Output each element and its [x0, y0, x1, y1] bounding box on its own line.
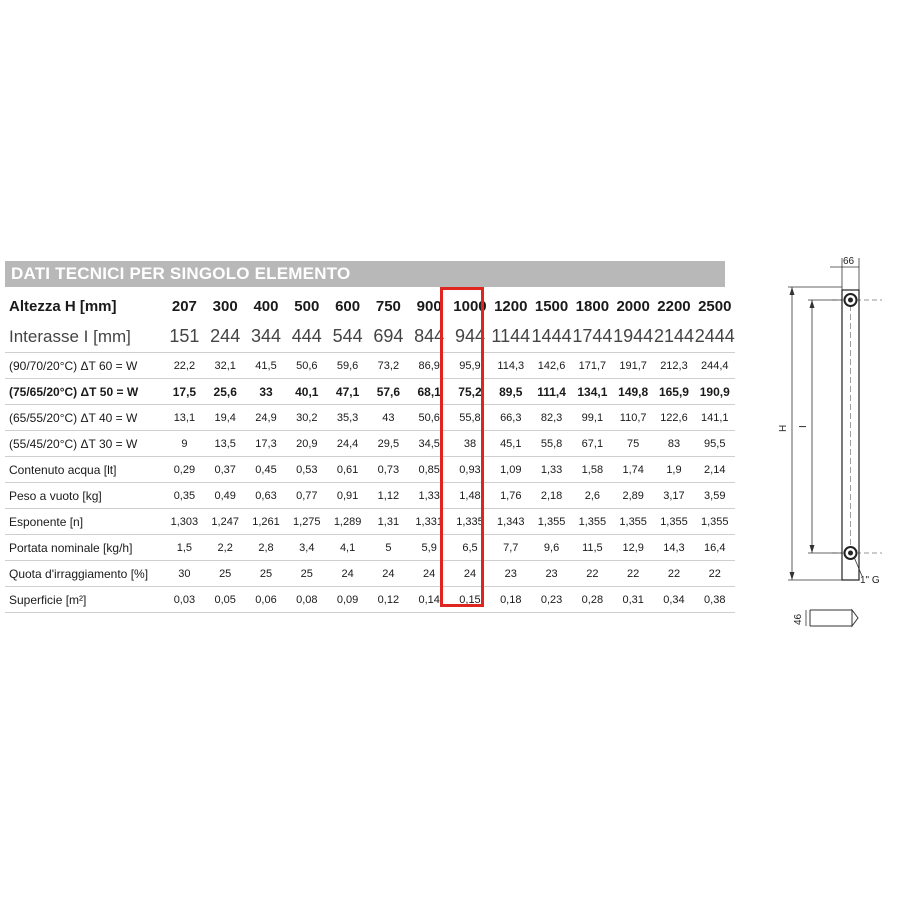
- table-cell: 142,6: [531, 353, 572, 379]
- table-cell: 1,355: [531, 509, 572, 535]
- table-cell: 0,34: [654, 587, 695, 613]
- table-cell: 0,91: [327, 483, 368, 509]
- arrow-icon: [790, 287, 795, 295]
- table-cell: 1144: [491, 326, 531, 346]
- table-cell: 13,5: [205, 431, 246, 457]
- table-cell: 50,6: [409, 405, 450, 431]
- table-cell: 1500: [534, 298, 569, 315]
- table-cell: 400: [253, 298, 279, 315]
- table-cell: 13,1: [164, 405, 205, 431]
- table-cell: 86,9: [409, 353, 450, 379]
- table-cell: 66,3: [490, 405, 531, 431]
- table-cell: 134,1: [572, 379, 613, 405]
- table-cell: 444: [291, 326, 322, 346]
- table-row: [5, 292, 735, 321]
- table-cell: 1,275: [286, 509, 327, 535]
- table-cell: 344: [250, 326, 282, 346]
- table-cell: 1,58: [572, 457, 613, 483]
- table-cell: 149,8: [613, 379, 654, 405]
- dim-width-label: 66: [843, 256, 855, 267]
- table-cell: 244,4: [694, 353, 735, 379]
- table-cell: 19,4: [205, 405, 246, 431]
- arrow-icon: [810, 545, 815, 553]
- radiator-dimension-drawing: [770, 250, 890, 640]
- row-label: (65/55/20°C) ΔT 40 = W: [5, 405, 164, 431]
- table-cell: 0,49: [205, 483, 246, 509]
- table-row: [5, 509, 735, 535]
- table-row: [5, 587, 735, 613]
- table-cell: 600: [335, 298, 361, 315]
- table-cell: 24,9: [246, 405, 287, 431]
- table-cell: 1,247: [205, 509, 246, 535]
- table-cell: 22,2: [164, 353, 205, 379]
- row-label: Altezza H [mm]: [9, 298, 117, 315]
- table-cell: 1,261: [246, 509, 287, 535]
- table-cell: 75: [613, 431, 654, 457]
- table-cell: 1,48: [450, 483, 491, 509]
- table-cell: 0,08: [286, 587, 327, 613]
- table-cell: 2200: [657, 298, 691, 315]
- table-cell: 5: [368, 535, 409, 561]
- table-cell: 1,335: [450, 509, 491, 535]
- table-cell: 16,4: [694, 535, 735, 561]
- row-label: Esponente [n]: [5, 509, 164, 535]
- row-label: (75/65/20°C) ΔT 50 = W: [5, 379, 164, 405]
- table-cell: 300: [212, 298, 238, 315]
- table-cell: 1000: [453, 298, 487, 315]
- row-label: Quota d'irraggiamento [%]: [5, 561, 164, 587]
- table-cell: 55,8: [531, 431, 572, 457]
- table-cell: 0,77: [286, 483, 327, 509]
- table-cell: 1,331: [409, 509, 450, 535]
- table-cell: 22: [654, 561, 695, 587]
- table-cell: 38: [450, 431, 491, 457]
- table-cell: 73,2: [368, 353, 409, 379]
- dim-interaxis-label: I: [798, 425, 809, 428]
- table-cell: 1,09: [490, 457, 531, 483]
- table-cell: 25: [205, 561, 246, 587]
- table-cell: 0,15: [450, 587, 491, 613]
- table-cell: 0,31: [613, 587, 654, 613]
- table-cell: 95,5: [694, 431, 735, 457]
- table-cell: 207: [171, 298, 197, 315]
- table-cell: 500: [294, 298, 320, 315]
- table-cell: 45,1: [490, 431, 531, 457]
- table-cell: 12,9: [613, 535, 654, 561]
- table-cell: 23: [490, 561, 531, 587]
- table-cell: 43: [368, 405, 409, 431]
- table-cell: 50,6: [286, 353, 327, 379]
- table-cell: 6,5: [450, 535, 491, 561]
- table-cell: 55,8: [450, 405, 491, 431]
- table-cell: 41,5: [246, 353, 287, 379]
- table-cell: 0,06: [246, 587, 287, 613]
- table-cell: 89,5: [490, 379, 531, 405]
- table-cell: 83: [654, 431, 695, 457]
- table-cell: 0,61: [327, 457, 368, 483]
- table-cell: 1744: [572, 326, 613, 346]
- table-cell: 22: [694, 561, 735, 587]
- table-cell: 1,355: [654, 509, 695, 535]
- table-cell: 1,355: [572, 509, 613, 535]
- table-cell: 900: [416, 298, 442, 315]
- table-cell: 9,6: [531, 535, 572, 561]
- table-row: [5, 457, 735, 483]
- spec-table: [5, 292, 735, 613]
- table-cell: 0,38: [694, 587, 735, 613]
- row-label: Superficie [m²]: [5, 587, 164, 613]
- table-cell: 750: [375, 298, 401, 315]
- table-cell: 24: [450, 561, 491, 587]
- table-cell: 2144: [653, 326, 694, 346]
- table-cell: 35,3: [327, 405, 368, 431]
- table-cell: 24,4: [327, 431, 368, 457]
- table-cell: 1,355: [613, 509, 654, 535]
- table-cell: 190,9: [694, 379, 735, 405]
- table-cell: 0,28: [572, 587, 613, 613]
- table-cell: 14,3: [654, 535, 695, 561]
- table-cell: 17,3: [246, 431, 287, 457]
- table-cell: 1444: [531, 326, 572, 346]
- table-cell: 122,6: [654, 405, 695, 431]
- table-cell: 1,289: [327, 509, 368, 535]
- table-cell: 2500: [698, 298, 732, 315]
- row-label: Contenuto acqua [lt]: [5, 457, 164, 483]
- table-cell: 11,5: [572, 535, 613, 561]
- table-cell: 25: [246, 561, 287, 587]
- dim-depth-label: 46: [793, 613, 804, 625]
- table-cell: 1,31: [368, 509, 409, 535]
- table-cell: 0,09: [327, 587, 368, 613]
- table-cell: 5,9: [409, 535, 450, 561]
- table-cell: 7,7: [490, 535, 531, 561]
- table-cell: 2,8: [246, 535, 287, 561]
- table-cell: 34,5: [409, 431, 450, 457]
- table-cell: 3,4: [286, 535, 327, 561]
- table-cell: 3,59: [694, 483, 735, 509]
- table-cell: 75,2: [450, 379, 491, 405]
- table-cell: 0,29: [164, 457, 205, 483]
- table-cell: 2,6: [572, 483, 613, 509]
- table-cell: 141,1: [694, 405, 735, 431]
- table-cell: 24: [327, 561, 368, 587]
- table-row: [5, 535, 735, 561]
- table-cell: 57,6: [368, 379, 409, 405]
- row-label: (55/45/20°C) ΔT 30 = W: [5, 431, 164, 457]
- table-cell: 2444: [694, 326, 735, 346]
- table-cell: 110,7: [613, 405, 654, 431]
- table-cell: 1800: [575, 298, 610, 315]
- row-label: (90/70/20°C) ΔT 60 = W: [5, 353, 164, 379]
- table-cell: 30: [164, 561, 205, 587]
- table-cell: 33: [246, 379, 287, 405]
- table-cell: 191,7: [613, 353, 654, 379]
- table-cell: 67,1: [572, 431, 613, 457]
- table-cell: 944: [454, 326, 485, 346]
- table-row: [5, 353, 735, 379]
- table-cell: 2,18: [531, 483, 572, 509]
- arrow-icon: [810, 300, 815, 308]
- table-cell: 151: [169, 326, 200, 346]
- table-cell: 0,63: [246, 483, 287, 509]
- table-cell: 1200: [494, 298, 528, 315]
- table-cell: 99,1: [572, 405, 613, 431]
- table-row: [5, 321, 735, 353]
- table-cell: 40,1: [286, 379, 327, 405]
- table-cell: 2000: [616, 298, 650, 315]
- table-cell: 23: [531, 561, 572, 587]
- table-cell: 1,9: [654, 457, 695, 483]
- table-cell: 0,73: [368, 457, 409, 483]
- table-cell: 212,3: [654, 353, 695, 379]
- table-cell: 0,45: [246, 457, 287, 483]
- table-cell: 17,5: [164, 379, 205, 405]
- table-cell: 95,9: [450, 353, 491, 379]
- table-cell: 0,35: [164, 483, 205, 509]
- table-cell: 9: [164, 431, 205, 457]
- table-cell: 25: [286, 561, 327, 587]
- table-cell: 0,85: [409, 457, 450, 483]
- row-label: Interasse I [mm]: [9, 326, 131, 346]
- table-cell: 1,33: [409, 483, 450, 509]
- table-row: [5, 379, 735, 405]
- table-cell: 1,5: [164, 535, 205, 561]
- table-cell: 82,3: [531, 405, 572, 431]
- table-cell: 24: [368, 561, 409, 587]
- section-end-icon: [852, 610, 858, 626]
- connection-label: 1" G: [860, 575, 880, 586]
- table-cell: 25,6: [205, 379, 246, 405]
- table-cell: 30,2: [286, 405, 327, 431]
- table-row: [5, 431, 735, 457]
- table-cell: 844: [414, 326, 445, 346]
- table-cell: 2,2: [205, 535, 246, 561]
- table-cell: 47,1: [327, 379, 368, 405]
- table-cell: 0,03: [164, 587, 205, 613]
- table-cell: 22: [613, 561, 654, 587]
- dim-height-label: H: [778, 424, 789, 432]
- table-cell: 24: [409, 561, 450, 587]
- table-cell: 0,23: [531, 587, 572, 613]
- table-cell: 20,9: [286, 431, 327, 457]
- table-cell: 2,14: [694, 457, 735, 483]
- table-cell: 1,76: [490, 483, 531, 509]
- table-row: [5, 483, 735, 509]
- arrow-icon: [790, 572, 795, 580]
- table-row: [5, 405, 735, 431]
- table-title: DATI TECNICI PER SINGOLO ELEMENTO: [11, 264, 351, 283]
- table-cell: 68,1: [409, 379, 450, 405]
- table-cell: 165,9: [654, 379, 695, 405]
- table-cell: 32,1: [205, 353, 246, 379]
- table-cell: 29,5: [368, 431, 409, 457]
- table-cell: 2,89: [613, 483, 654, 509]
- table-cell: 0,05: [205, 587, 246, 613]
- table-cell: 1,355: [694, 509, 735, 535]
- table-cell: 22: [572, 561, 613, 587]
- table-cell: 0,18: [490, 587, 531, 613]
- table-cell: 171,7: [572, 353, 613, 379]
- table-cell: 111,4: [531, 379, 572, 405]
- table-cell: 0,93: [450, 457, 491, 483]
- table-cell: 1,12: [368, 483, 409, 509]
- table-cell: 114,3: [490, 353, 531, 379]
- table-cell: 0,12: [368, 587, 409, 613]
- table-cell: 0,14: [409, 587, 450, 613]
- table-title-bar: [5, 261, 725, 287]
- table-cell: 1,343: [490, 509, 531, 535]
- table-cell: 4,1: [327, 535, 368, 561]
- row-label: Peso a vuoto [kg]: [5, 483, 164, 509]
- table-cell: 1,33: [531, 457, 572, 483]
- table-cell: 1,303: [164, 509, 205, 535]
- table-cell: 59,6: [327, 353, 368, 379]
- table-cell: 0,37: [205, 457, 246, 483]
- row-label: Portata nominale [kg/h]: [5, 535, 164, 561]
- table-row: [5, 561, 735, 587]
- table-cell: 1944: [613, 326, 654, 346]
- table-cell: 544: [332, 326, 363, 346]
- table-cell: 1,74: [613, 457, 654, 483]
- table-cell: 694: [373, 326, 404, 346]
- table-cell: 244: [210, 326, 241, 346]
- table-cell: 0,53: [286, 457, 327, 483]
- table-cell: 3,17: [654, 483, 695, 509]
